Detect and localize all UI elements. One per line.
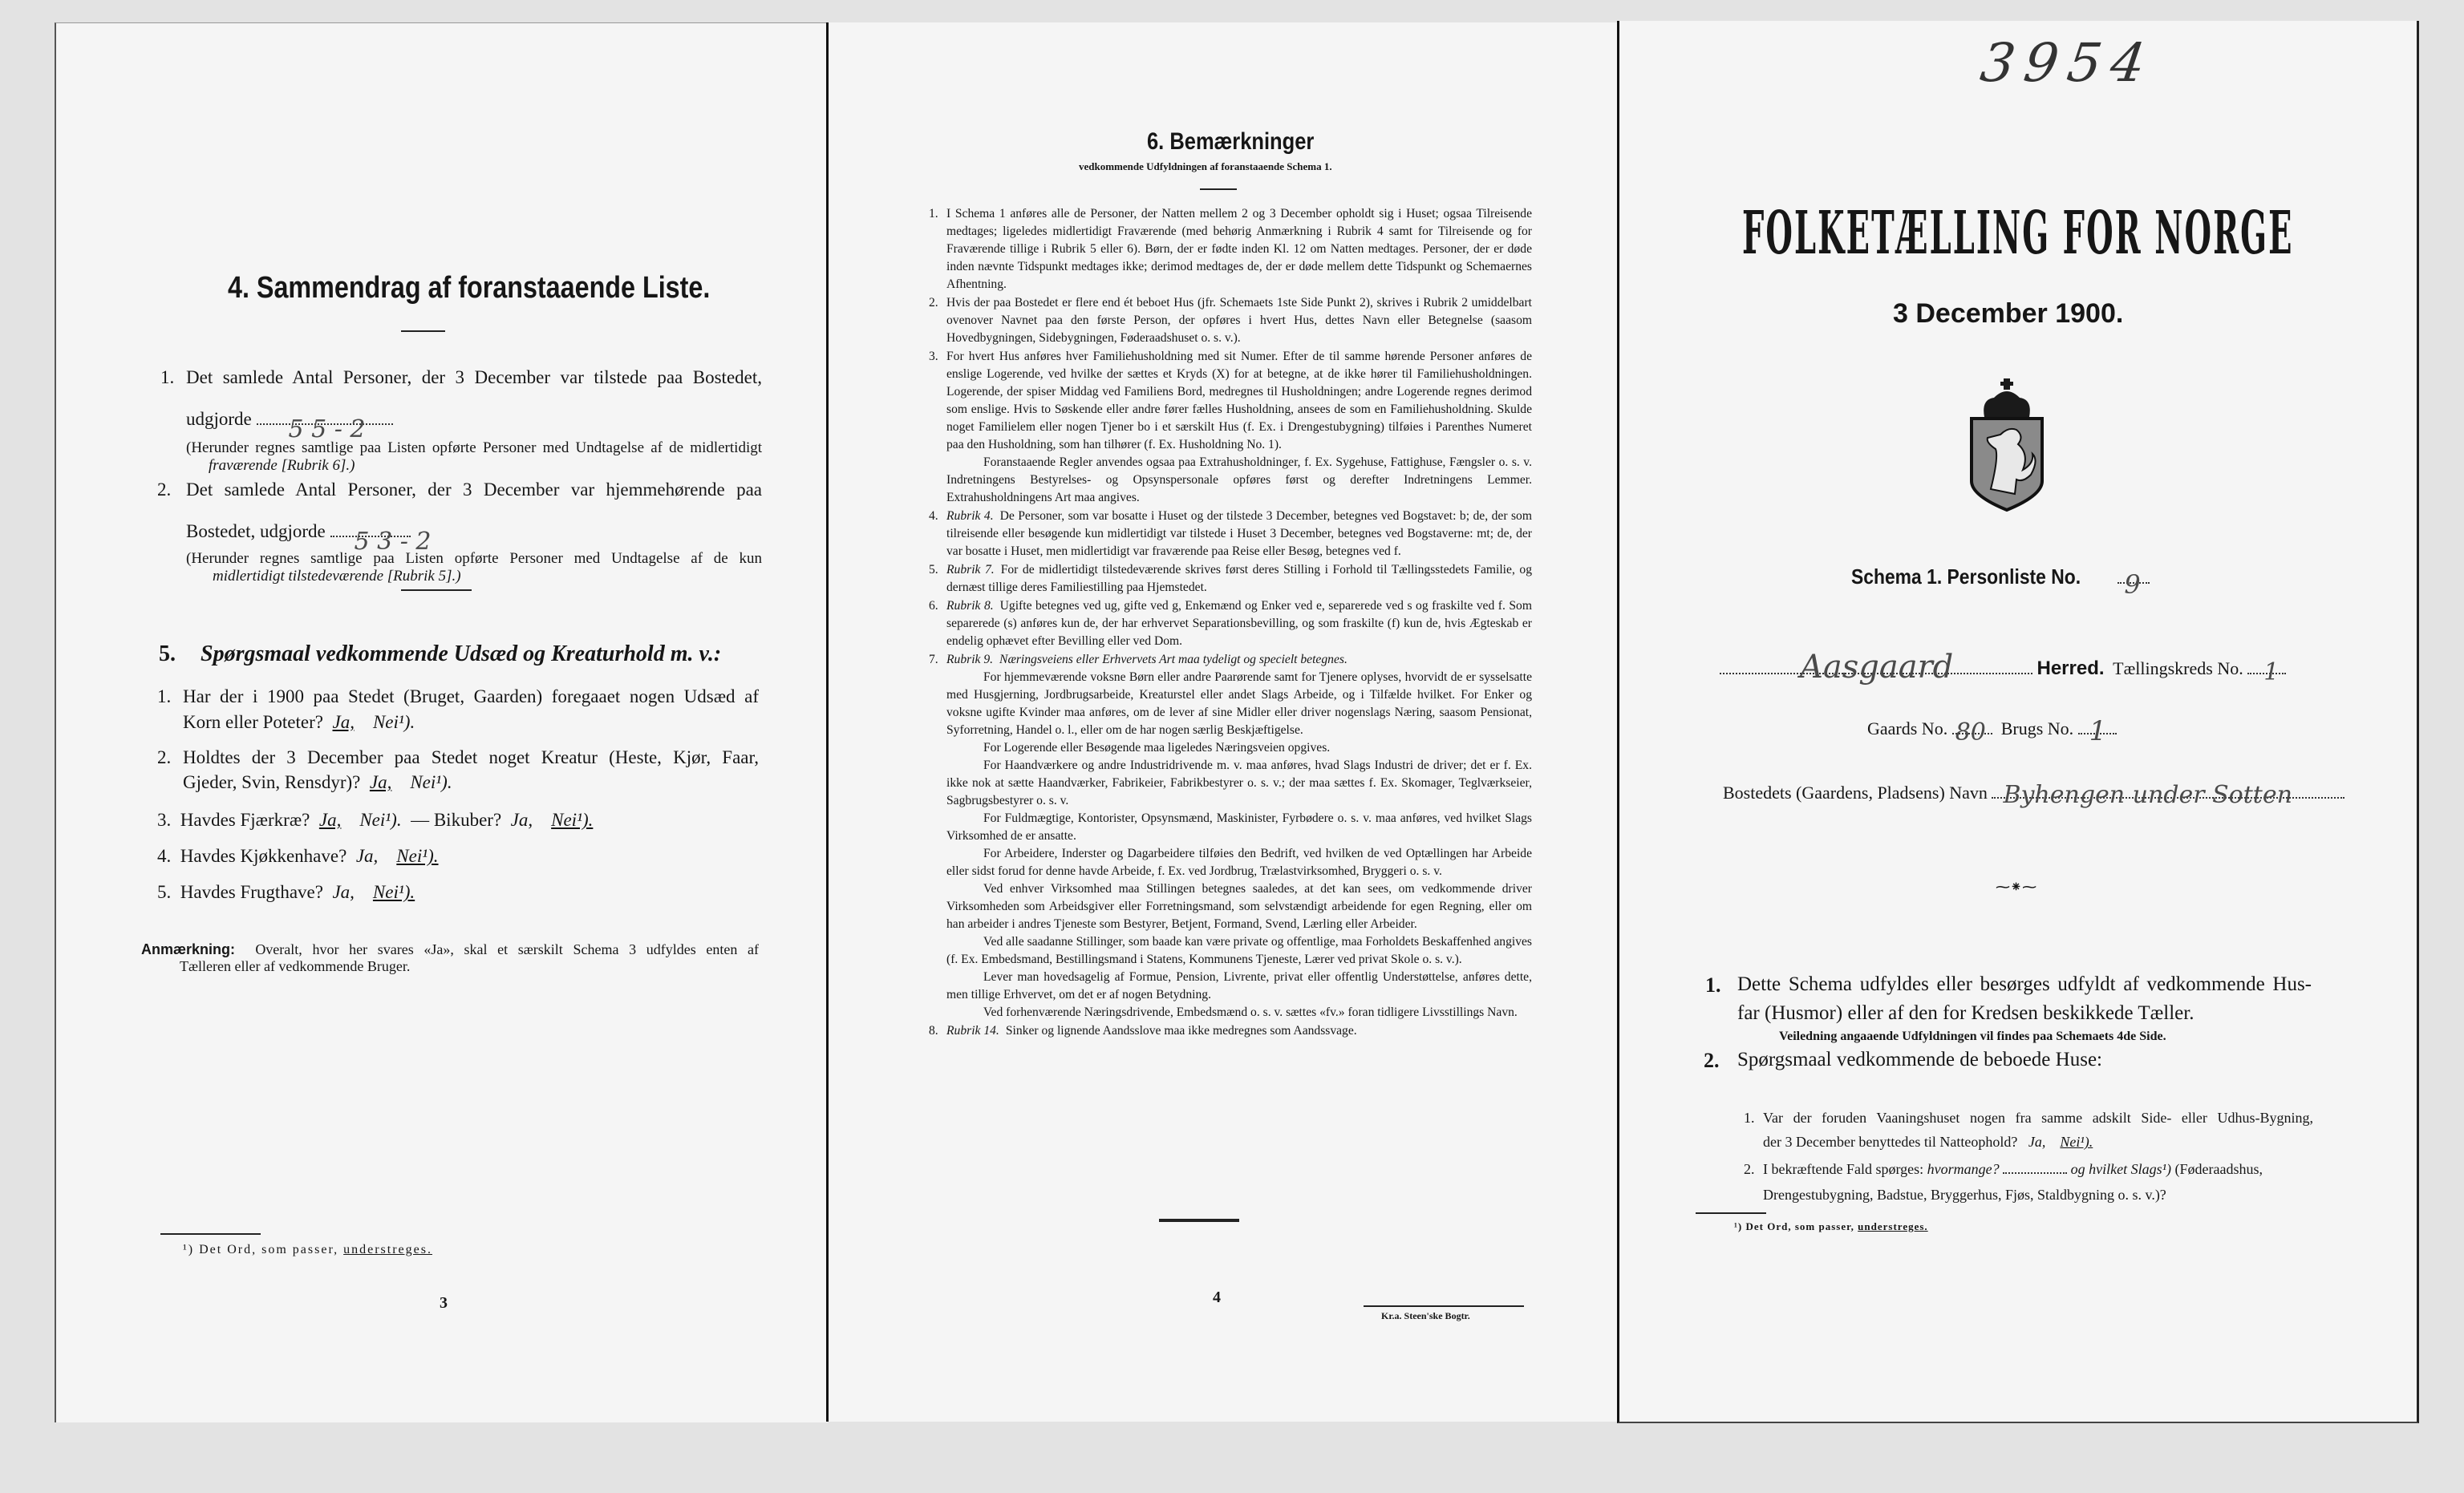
q4-option-nei[interactable]: Nei¹). — [396, 846, 439, 866]
remark-number: 5. — [929, 563, 938, 577]
instr2-number: 2. — [1704, 1049, 1720, 1072]
remark-text: I Schema 1 anføres alle de Personer, der Natten mellem 2 og 3 December opholdt sig i Huset; ogsaa Tilreisende medtages; ligeledes midlertidigt Fraværende (med behørig Anmærkning i Rubrik 4 samt for Tilreisende og for Fraværende tillige i Rubrik 5 eller 6). Børn, der er fødte inden Kl. 12 om Natten medtages. Personer, der er døde inden nævnte Tidspunkt medtages ikke; derimod medtages de, der er døde mellem dette Tidspunkt og Schemaernes Afhentning. — [946, 207, 1532, 291]
kreds-label: Tællingskreds No. — [2113, 658, 2243, 678]
gaards-line — [1867, 715, 2117, 747]
house-q2-count-field[interactable] — [2003, 1172, 2067, 1174]
house-q1-text-cont: der 3 December benyttedes til Natteophold? — [1763, 1134, 2018, 1150]
remark-paragraph — [946, 757, 1532, 810]
remark-text: Sinker og lignende Aandsslove maa ikke medregnes som Aandssvage. — [1005, 1024, 1357, 1038]
item2-value: 5 3 - 2 — [354, 528, 432, 556]
remark-number: 8. — [929, 1024, 938, 1038]
house-q2-hvormange: hvormange? — [1927, 1161, 2000, 1177]
rubrik-label: Rubrik 4. — [946, 509, 994, 523]
remark-paragraph — [946, 508, 1532, 560]
schema-label: Schema 1. Personliste No. — [1851, 564, 2081, 589]
personliste-value: 9 — [2124, 569, 2141, 600]
footnote-text: Det Ord, som passer, — [199, 1243, 339, 1256]
footnote-mark: ¹) — [1734, 1220, 1743, 1232]
gaards-label: Gaards No. — [1867, 718, 1948, 738]
q5-text: Havdes Frugthave? — [180, 882, 323, 902]
q1-answer-line — [183, 712, 415, 733]
remark-number: 2. — [929, 296, 938, 310]
bosted-label: Bostedets (Gaardens, Pladsens) Navn — [1723, 783, 1988, 803]
remark-number: 3. — [929, 350, 938, 363]
census-date: 3 December 1900. — [1893, 298, 2124, 329]
remark-text-cont: Tælleren eller af vedkommende Bruger. — [180, 958, 411, 974]
item2-note-cont: midlertidigt tilstedeværende [Rubrik 5].) — [213, 568, 461, 585]
divider — [401, 589, 472, 591]
divider — [401, 330, 445, 332]
remark-paragraph — [946, 1004, 1532, 1022]
house-q1-option-ja[interactable]: Ja, — [2028, 1134, 2046, 1150]
section5-number: 5. — [159, 641, 176, 666]
remark-paragraph — [946, 1022, 1532, 1040]
remark-paragraph — [946, 739, 1532, 757]
rubrik-label: Rubrik 9. — [946, 653, 994, 666]
footnote-text: Det Ord, som passer, — [1745, 1220, 1854, 1232]
q4 — [157, 846, 439, 867]
remark-text: For Fuldmægtige, Kontorister, Opsynsmænd, Maskinister, Fyrbødere o. s. v. maa anføres, ved hvilket Slags Virksomhed de er ansatte. — [946, 811, 1532, 843]
house-q1-text: Var der foruden Vaaningshuset nogen fra samme adskilt Side- eller Udhus-Bygning, — [1763, 1110, 2313, 1126]
page-3-left — [55, 22, 828, 1422]
house-q1-option-nei[interactable]: Nei¹). — [2060, 1134, 2093, 1150]
brugs-label: Brugs No. — [2000, 718, 2074, 738]
remark-paragraph — [946, 561, 1532, 597]
q4-number: 4. — [157, 846, 172, 866]
q3-option-nei[interactable]: Nei¹). — [359, 810, 402, 830]
item2-label: Bostedet, udgjorde — [186, 521, 326, 541]
footnote-mark: ¹) — [183, 1243, 195, 1256]
end-rule — [1159, 1219, 1239, 1222]
q1-option-ja[interactable]: Ja, — [332, 712, 355, 732]
remark-paragraph — [946, 810, 1532, 845]
item1-label: udgjorde — [186, 409, 252, 429]
remark-paragraph — [946, 348, 1532, 454]
remark-text: For hjemmeværende voksne Børn eller andre Paarørende samt for Tjenere oplyses, hvorvidt de er sysselsatte med Husgjerning, Jordbrugsarbeide, Kreaturstel eller andet Slags Arbeide, og i Tilfælde hvilket. For Enker og voksne ugifte Kvinder maa anføres, om de lever af sine Midler eller driver nogenslags Næring, saasom Pensionat, Syforretning, Handel o. l., eller om de har nogen særlig Beskjæftigelse. — [946, 670, 1532, 737]
remark-text: Ved enhver Virksomhed maa Stillingen betegnes saaledes, at det kan sees, om vedkommende driver Virksomheden som Arbeidsgiver eller Forretningsmand, som selvstændigt arbeidende for egen Regning, eller om han arbeider i andres Tjeneste som Bestyrer, Betjent, Formand, Svend, Lærling eller Arbeider. — [946, 882, 1532, 931]
item1-answer-line — [186, 409, 393, 443]
remark-item — [929, 508, 1532, 560]
house-q1-number: 1. — [1744, 1110, 1755, 1126]
footnote — [183, 1243, 432, 1257]
section6-subtitle: vedkommende Udfyldningen af foranstaaende Schema 1. — [1079, 160, 1332, 172]
remark-text: For hvert Hus anføres hver Familiehusholdning med sit Numer. Efter de til samme hørende Personer anføres de enslige Logerende, ved hvilke der sættes et Kryds (X) for at betegne, at de ikke hører til Familiehusholdningen. Logerende, der spiser Middag ved Familiens Bord, medregnes til Husholdningen; andre Logerende regnes derimod som enslige. Hvis to Søskende eller andre fører fælles Husholdning, ansees de som en Familiehusholdning. Skulde noget Familielem eller nogen Tjener bo i et særskilt Hus (f. Ex. i Drengestubygning) tilføies i Parenthes Numeret paa den Husholdning, som han tilhører (f. Ex. Husholdning No. 1). — [946, 350, 1532, 451]
herred-field[interactable] — [1720, 649, 2032, 686]
remark-paragraph — [946, 969, 1532, 1004]
bosted-value: Byhengen under Sotten — [2003, 781, 2292, 809]
bosted-field[interactable] — [1992, 781, 2344, 809]
remark-item — [929, 294, 1532, 347]
remark-paragraph — [946, 205, 1532, 293]
gaards-field[interactable] — [1952, 718, 1992, 746]
q4-option-ja[interactable]: Ja, — [355, 846, 379, 866]
remark-paragraph — [946, 933, 1532, 969]
q2-option-ja[interactable]: Ja, — [369, 772, 392, 792]
q3-text: Havdes Fjærkræ? — [180, 810, 310, 830]
rubrik-label: Rubrik 7. — [946, 563, 995, 577]
instr1-number: 1. — [1705, 973, 1721, 997]
brugs-value: 1 — [2089, 715, 2107, 747]
footnote-underlined: understreges. — [1858, 1220, 1928, 1232]
remark-paragraph — [946, 669, 1532, 739]
q5-option-nei[interactable]: Nei¹). — [372, 882, 415, 902]
divider — [1200, 188, 1237, 190]
house-q1-answer-line — [1763, 1134, 2093, 1151]
remark-paragraph — [946, 880, 1532, 933]
remark-paragraph — [946, 454, 1532, 507]
remark-text: For Arbeidere, Inderster og Dagarbeidere tilføies den Bedrift, ved hvilken de ved Optællingen har Arbeide eller sidst forud for denne havde Arbeide, f. Ex. ved Jordbrug, Trælastvirksomhed, Bryggeri o. s. v. — [946, 847, 1532, 878]
remark-item — [929, 205, 1532, 293]
house-q2-text-b: (Føderaadshus, — [2174, 1161, 2263, 1177]
item2-answer-line — [186, 521, 432, 556]
footnote — [1734, 1220, 1928, 1233]
bosted-line — [1723, 781, 2344, 809]
instr1-note: Veiledning angaaende Udfyldningen vil findes paa Schemaets 4de Side. — [1779, 1030, 2166, 1043]
remark-text: For Haandværkere og andre Industridrivende m. v. maa anføres, hvad Slags Industri de driver; det er f. Ex. ikke nok at sætte Haandværker, Fabrikeier, Fabrikbestyrer o. s. v.; der maa sættes f. Ex. Skomager, Teglværkseier, Sagbrugsbestyrer o. s. v. — [946, 759, 1532, 807]
coat-of-arms-icon — [1967, 377, 2047, 513]
q1-text-cont: Korn eller Poteter? — [183, 712, 323, 732]
instr1-text: Dette Schema udfyldes eller besørges udfyldt af vedkommende Hus- — [1737, 973, 2312, 995]
q3b-option-nei[interactable]: Nei¹). — [551, 810, 594, 830]
q2-option-nei[interactable]: Nei¹). — [410, 772, 452, 792]
item2-number: 2. — [157, 479, 172, 500]
page-number: 3 — [440, 1294, 448, 1312]
house-q2-text-cont: Drengestubygning, Badstue, Bryggerhus, Fjøs, Staldbygning o. s. v.)? — [1763, 1187, 2166, 1203]
archive-number: 3954 — [1976, 32, 2159, 94]
remark-number: 1. — [929, 207, 938, 221]
q5-number: 5. — [157, 882, 172, 902]
remarks-list — [929, 205, 1532, 1041]
item1-field[interactable] — [257, 415, 393, 443]
instr1-text-cont: far (Husmor) eller af den for Kredsen beskikkede Tæller. — [1737, 1002, 2194, 1024]
item2-note: (Herunder regnes samtlige paa Listen opførte Personer med Undtagelse af de kun — [186, 550, 762, 567]
remark-paragraph — [946, 651, 1532, 669]
ornament-icon: ⁓⁕⁓ — [1996, 879, 2037, 895]
remark-text: Ved forhenværende Næringsdrivende, Embedsmænd o. s. v. sættes «fv.» foran tidligere Livsstillings Navn. — [983, 1005, 1518, 1019]
q5 — [157, 882, 415, 903]
remark-paragraph — [946, 597, 1532, 650]
remark-text: De Personer, som var bosatte i Huset og der tilstede 3 December, betegnes ved Bogstavet: b; de, der som tilreisende eller besøgende kun midlertidigt var tilstede i Huset 3 December, betegnes ved Bogstaverne: mt; de, der var bosatte i Huset, men midlertidigt var fraværende paa Reise eller Besøg, betegnes ved f. — [946, 509, 1532, 558]
q5-option-ja[interactable]: Ja, — [332, 882, 355, 902]
printer-rule — [1364, 1305, 1524, 1307]
brugs-field[interactable] — [2078, 715, 2117, 747]
kreds-field[interactable] — [2247, 658, 2286, 686]
remark — [141, 941, 759, 975]
q3-option-ja[interactable]: Ja, — [318, 810, 342, 830]
item1-value: 5 5 - 2 — [288, 415, 366, 443]
item1-note: (Herunder regnes samtlige paa Listen opførte Personer med Undtagelse af de midlertidigt — [186, 439, 762, 456]
instr2-title: Spørgsmaal vedkommende de beboede Huse: — [1737, 1049, 2102, 1070]
printer-imprint: Kr.a. Steen'ske Bogtr. — [1381, 1310, 1470, 1321]
footnote-underlined: understreges. — [343, 1243, 432, 1256]
remark-paragraph — [946, 294, 1532, 347]
remark-text: Lever man hovedsagelig af Formue, Pension, Livrente, privat eller offentlig Understøttelse, anføres dette, men tillige Erhvervet, om det er af nogen Betydning. — [946, 970, 1532, 1001]
schema-line — [1851, 564, 2150, 600]
remark-number: 7. — [929, 653, 938, 666]
q3b-option-ja[interactable]: Ja, — [510, 810, 533, 830]
remark-item — [929, 561, 1532, 597]
house-q2-number: 2. — [1744, 1161, 1755, 1177]
document-title: FOLKETÆLLING FOR NORGE — [1742, 199, 2294, 268]
remark-text: For Logerende eller Besøgende maa ligeledes Næringsveien opgives. — [983, 741, 1331, 755]
q1-option-nei[interactable]: Nei¹). — [372, 712, 415, 732]
q2-text: Holdtes der 3 December paa Stedet noget Kreatur (Heste, Kjør, Faar, — [183, 747, 759, 767]
herred-label: Herred. — [2036, 657, 2105, 679]
remark-item — [929, 651, 1532, 1022]
remark-item — [929, 348, 1532, 507]
remark-text: Foranstaaende Regler anvendes ogsaa paa Extrahusholdninger, f. Ex. Sygehuse, Fattighuse, Fængsler o. s. v. Indretningens Bestyrelses- og Opsynspersonale opføres først og derefter Indretningens Lemmer. Extrahusholdningens Art maa angives. — [946, 455, 1532, 504]
remark-paragraph — [946, 845, 1532, 880]
rubrik-label: Rubrik 14. — [946, 1024, 999, 1038]
remark-text: Ved alle saadanne Stillinger, som baade kan være private og offentlige, maa Forholdets Beskaffenhed angives (f. Ex. Embedsmand, Bestillingsmand i Statens, Kommunens Tjeneste, Lærer ved privat Skole o. s. v.). — [946, 935, 1532, 966]
house-q2-slags: og hvilket Slags¹) — [2070, 1161, 2171, 1177]
remark-text: Overalt, hvor her svares «Ja», skal et særskilt Schema 3 udfyldes enten af — [255, 941, 760, 957]
q1-number: 1. — [157, 686, 172, 706]
q2-answer-line — [183, 772, 452, 793]
remark-text: Ugifte betegnes ved ug, gifte ved g, Enkemænd og Enker ved e, separerede ved s og fraskilte ved f. Som separerede (s) anføres kun de, der har erhvervet Separationsbevilling, og som fraskilte (f) kun de, hvis Ægteskab er endelig ophævet efter Bevilling eller ved Dom. — [946, 599, 1532, 648]
footnote-rule — [1696, 1212, 1766, 1214]
kreds-value: 1 — [2263, 658, 2280, 686]
item1-text: Det samlede Antal Personer, der 3 December var tilstede paa Bostedet, — [186, 367, 762, 387]
herred-value: Aasgaard — [1800, 649, 1954, 686]
remark-number: 6. — [929, 599, 938, 613]
q1-text: Har der i 1900 paa Stedet (Bruget, Gaarden) foregaaet nogen Udsæd af — [183, 686, 759, 706]
remark-text: Hvis der paa Bostedet er flere end ét beboet Hus (jfr. Schemaets 1ste Side Punkt 2), skrives i Rubrik 2 umiddelbart ovenover Navnet paa den første Person, der opføres i hvert Hus, dettes Navn eller Betegnelse (saasom Hovedbygningen, Sidebygningen, Føderaadshuset o. s. v.). — [946, 296, 1532, 345]
remark-text: For de midlertidigt tilstedeværende skrives først deres Stilling i Forhold til Tællingsstedets Familie, og dernæst tillige deres Familiestilling paa Hjemstedet. — [946, 563, 1532, 594]
q2-text-cont: Gjeder, Svin, Rensdyr)? — [183, 772, 361, 792]
q3-bikuber-text: — Bikuber? — [411, 810, 502, 830]
q3 — [157, 810, 593, 831]
item1-number: 1. — [160, 367, 175, 387]
remark-item — [929, 1022, 1532, 1040]
house-q2-line — [1763, 1161, 2263, 1178]
remark-label: Anmærkning: — [141, 941, 235, 957]
footnote-rule — [160, 1233, 261, 1235]
page-number: 4 — [1213, 1289, 1221, 1306]
remark-number: 4. — [929, 509, 938, 523]
item2-field[interactable] — [330, 528, 432, 556]
q4-text: Havdes Kjøkkenhave? — [180, 846, 347, 866]
section6-title: 6. Bemærkninger — [1147, 128, 1315, 155]
section5-title: Spørgsmaal vedkommende Udsæd og Kreaturhold m. v.: — [201, 641, 722, 666]
personliste-field[interactable] — [2118, 569, 2150, 600]
gaards-value: 80 — [1955, 718, 1986, 746]
q3-number: 3. — [157, 810, 172, 830]
remark-item — [929, 597, 1532, 650]
item2-text: Det samlede Antal Personer, der 3 December var hjemmehørende paa — [186, 479, 762, 500]
herred-line — [1720, 649, 2286, 686]
house-q2-text: I bekræftende Fald spørges: — [1763, 1161, 1924, 1177]
remark-text: Næringsveiens eller Erhvervets Art maa tydeligt og specielt betegnes. — [999, 653, 1348, 666]
section4-title: 4. Sammendrag af foranstaaende Liste. — [228, 271, 711, 305]
q2-number: 2. — [157, 747, 172, 767]
rubrik-label: Rubrik 8. — [946, 599, 994, 613]
item1-note-cont: fraværende [Rubrik 6].) — [209, 457, 355, 474]
